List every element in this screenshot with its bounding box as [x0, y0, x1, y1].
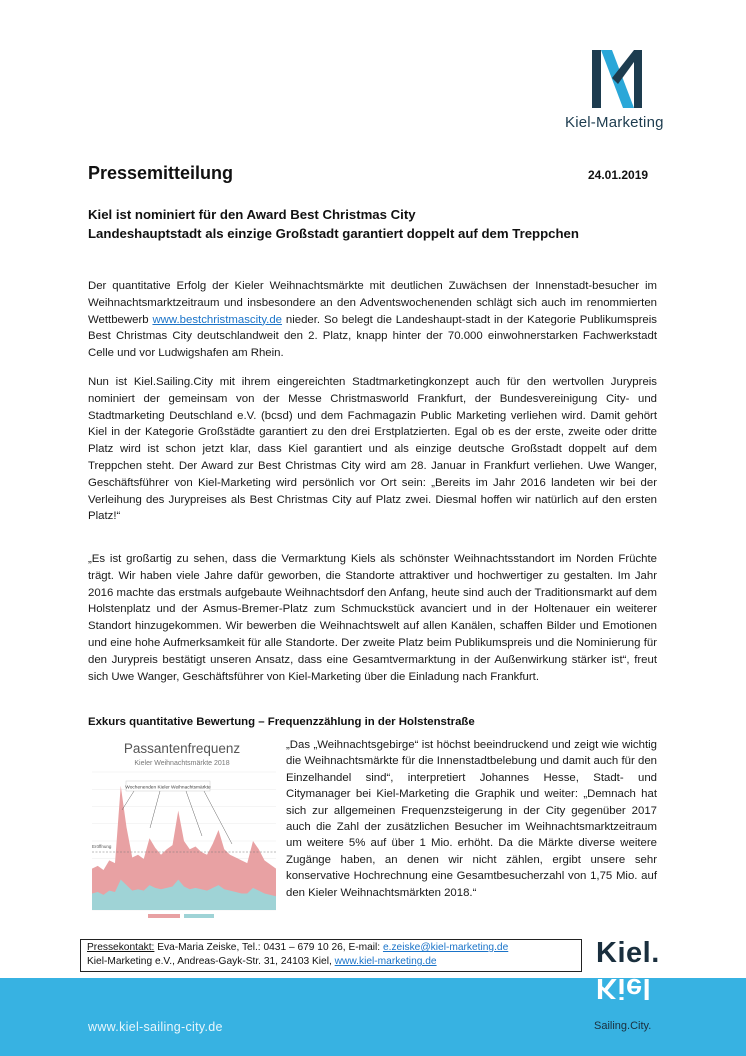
chart-areas	[92, 786, 276, 910]
bestchristmascity-link[interactable]: www.bestchristmascity.de	[152, 313, 283, 326]
annotation-arrow-2	[150, 791, 160, 828]
paragraph-1	[88, 278, 657, 362]
legend-swatch-2	[184, 914, 214, 918]
press-contact-address: Kiel-Marketing e.V., Andreas-Gayk-Str. 31, 24103 Kiel,	[87, 956, 335, 967]
headline-line-2: Landeshauptstadt als einzige Großstadt garantiert doppelt auf dem Treppchen	[88, 226, 579, 241]
chart-annotation: Wochenenden Kieler Weihnachtsmärkte	[125, 785, 211, 791]
kiel-marketing-logo-icon	[590, 48, 644, 110]
annotation-arrow-1	[122, 791, 134, 810]
headline	[88, 205, 579, 243]
press-email-link[interactable]: e.zeiske@kiel-marketing.de	[382, 942, 509, 953]
passantenfrequenz-chart	[86, 736, 282, 924]
paragraph-1-text-a: Der quantitative Erfolg der Kieler Weihnachtsmärkte mit deutlichen Zuwächsen der Innenstadt-besucher im Weihnachtsmarktzeitraum und insbesondere an den Adventswochenenden schlägt sich auch im renommierten Wettbewerb	[88, 280, 657, 326]
page-title: Pressemitteilung	[88, 163, 234, 183]
kiel-marketing-website-link[interactable]: www.kiel-marketing.de	[334, 956, 437, 967]
paragraph-1-text-b: nieder. So belegt die Landeshaupt-stadt in der Kategorie Publikumspreis Best Christmas City deutschlandweit den 2. Platz, knapp hinter der 70.000 einwohnerstarken Fachwerkstadt Celle und vor Ludwigshafen am Rhein.	[88, 313, 657, 360]
press-contact-box	[80, 939, 582, 972]
headline-line-1: Kiel ist nominiert für den Award Best Christmas City	[88, 207, 416, 222]
press-contact-label: Pressekontakt:	[87, 942, 155, 953]
kiel-brand-dot: .	[651, 937, 660, 969]
press-contact-person: Eva-Maria Zeiske, Tel.: 0431 – 679 10 26, E-mail:	[154, 942, 383, 953]
chart-subtitle: Kieler Weihnachtsmärkte 2018	[134, 760, 230, 767]
footer-url: www.kiel-sailing-city.de	[88, 1020, 223, 1034]
exkurs-heading: Exkurs quantitative Bewertung – Frequenzzählung in der Holstenstraße	[88, 716, 475, 728]
hesse-quote: „Das „Weihnachtsgebirge“ ist höchst beeindruckend und zeigt wie wichtig die Weihnachtsmärkte für die Innenstadtbelebung und damit auch für den Einzelhandel sind“, interpretiert Johannes Hesse, Stadt- und Citymanager bei Kiel-Marketing die Graphik und weiter: „Demnach hat sich zur allgemeinen Frequenzsteigerung in der City gegenüber 2017 auch die Zahl der zusätzlichen Besucher im Weihnachtsmarktzeitraum um weitere 5% auf über 1 Mio. erhöht. Da die Märkte diverse weitere Zugänge haben, an denen wir nicht zählen, ergibt unsere sehr konservative Hochrechnung eine Gesamtbesucherzahl von 1,75 Mio. auf den Kieler Weihnachtsmärkten 2018.“	[286, 739, 657, 899]
legend-swatch-1	[148, 914, 180, 918]
kiel-brand-top	[596, 937, 660, 970]
chart-reference-label: Eröffnung	[92, 844, 112, 849]
paragraph-2: Nun ist Kiel.Sailing.City mit ihrem eingereichten Stadtmarketingkonzept auch für den wertvollen Jurypreis nominiert der gemeinsam von der Messe Christmasworld Frankfurt, der Bundesvereinigung City- und Stadtmarketing Deutschland e.V. (bcsd) und dem Fachmagazin Public Marketing verliehen wird. Damit gehört Kiel in der Kategorie Großstädte garantiert zu den drei Erstplatzierten. Egal ob es der erste, zweite oder dritte Platz wird ist schon jetzt klar, dass Kiel garantiert und als einzige deutsche Großstadt doppelt auf dem Treppchen steht. Der Award zur Best Christmas City wird am 28. Januar in Frankfurt verliehen. Uwe Wanger, Geschäftsführer von Kiel-Marketing wird persönlich vor Ort sein: „Bereits im Jahr 2016 landeten wir bei der Verleihung des Jurypreises als Best Christmas City auf Platz zwei. Diesmal hoffen wir natürlich auf den ersten Platz!“	[88, 376, 657, 523]
kiel-tagline: Sailing.City.	[594, 1020, 652, 1032]
press-contact-line-1	[87, 941, 581, 955]
logo-text: Kiel-Marketing	[565, 114, 664, 131]
annotation-arrow-3	[186, 791, 202, 836]
release-date: 24.01.2019	[588, 168, 649, 182]
press-contact-line-2	[87, 955, 581, 969]
kiel-brand-word: Kiel	[596, 937, 652, 969]
chart-title: Passantenfrequenz	[123, 741, 241, 756]
paragraph-3: „Es ist großartig zu sehen, dass die Vermarktung Kiels als schönster Weihnachtsstandort im Norden Früchte trägt. Wir haben viele Jahre dafür geworben, die Standorte attraktiver und hochwertiger zu gestalten. Im Jahr 2016 machte das erstmals aufgebaute Weihnachtsdorf den Anfang, heute sind auch der Traditionsmarkt auf dem Holstenplatz und der Asmus-Bremer-Platz zum Schmuckstück avanciert und in der Holtenauer ein weiterer Standort hinzugekommen. Wir bewerben die Weihnachtswelt auf allen Kanälen, schaffen Bilder und Emotionen und eine hohe Aufmerksamkeit für alle Standorte. Der zweite Platz beim Publikumspreis und die Nominierung für den Jurypreis bestätigt unseren Ansatz, dass eine Gesamtvermarktung in der Außenwirkung stärker ist“, freut sich Uwe Wanger, Geschäftsführer von Kiel-Marketing über die Einladung nach Frankfurt.	[88, 553, 657, 683]
kiel-brand-reflection: Kiel	[596, 972, 652, 1004]
